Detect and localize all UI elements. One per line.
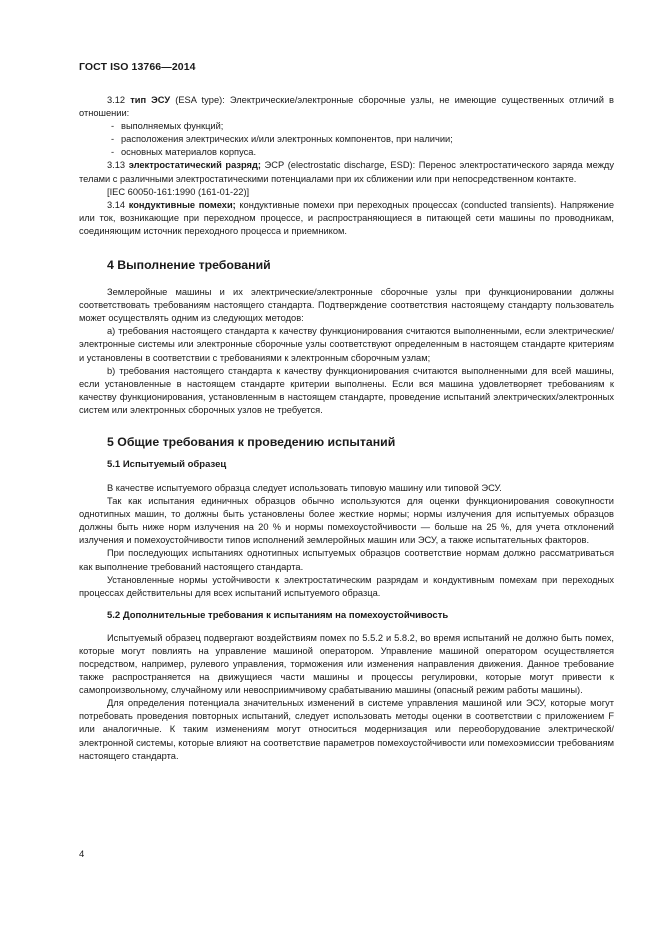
section-4-intro: Землеройные машины и их электрические/электронные сборочные узлы при функционировании должны соответствовать требованиям настоящего стандарта. Подтверждение соответствия настоящему стандарту пользователь может осуществлять одним из следующих методов: [79, 287, 614, 324]
definition-text: кондуктивные помехи при переходных процессах (conducted transients). Напряжение или ток, возникающие при переходном процессе, и распространяющиеся в питающей сети машины по проводникам, соединяющим источник переходного процесса и приемником. [79, 199, 614, 236]
list-item: - выполняемых функций; [107, 120, 614, 133]
paragraph: Установленные нормы устойчивости к электростатическим разрядам и кондуктивным помехам при переходных процессах действительны для всех испытаний испытуемого образца. [79, 574, 614, 598]
section-4-item-b: b) требования настоящего стандарта к качеству функционирования считаются выполненными для всей машины, если установленные в настоящем стандарте критерии выполнены. Если вся машина удовлетворяет требованиям к качеству функционирования, установленным в настоящем стандарте, проведение испытаний электрических/электронных систем или электронных сборочных узлов не требуется. [79, 365, 614, 415]
definition-number: 3.13 [107, 160, 126, 171]
definition-number: 3.14 [107, 199, 126, 210]
definition-number: 3.12 [107, 95, 126, 105]
definition-text: ЭСР (electrostatic discharge, ESD): Перенос электростатического заряда между телами с различными электростатическими потенциалами при их сближении или при непосредственном контакте. [79, 160, 614, 184]
definition-3-14 [79, 199, 614, 238]
document-header: ГОСТ ISO 13766—2014 [79, 61, 196, 73]
document-body [79, 94, 614, 763]
paragraph: Для определения потенциала значительных изменений в системе управления машиной или ЭСУ, которые могут потребовать проведения повторных испытаний, следует использовать методы оценки в соответствии с приложением F или аналогичные. К таким изменениям могут относиться модернизация или переоборудование электрической/электронной системы, которые влияют на соответствие параметров помехоустойчивости или помехоэмиссии требованиям настоящего стандарта. [79, 698, 614, 761]
section-4-title: 4 Выполнение требований [107, 258, 271, 273]
subsection-5-1-title: 5.1 Испытуемый образец [107, 458, 227, 470]
definition-term: электростатический разряд; [128, 160, 261, 171]
definition-3-12-list [79, 120, 614, 159]
definition-text: (ESA type): Электрические/электронные сборочные узлы, не имеющие существенных отличий в отношении: [79, 95, 614, 119]
definition-reference: [IEC 60050-161:1990 (161-01-22)] [107, 186, 250, 197]
list-item: - основных материалов корпуса. [107, 146, 614, 159]
definition-term: кондуктивные помехи; [128, 199, 236, 210]
section-5-title: 5 Общие требования к проведению испытаний [107, 434, 396, 449]
subsection-5-2-title: 5.2 Дополнительные требования к испытаниям на помехоустойчивость [107, 609, 449, 621]
section-4-item-a: a) требования настоящего стандарта к качеству функционирования считаются выполненными, если электрические/электронные системы или электронные сборочные узлы соответствуют определенным в настоящем стандарте критериям и установлены в соответствии с требованиями к электронным сборочным узлам; [79, 326, 614, 363]
paragraph: Испытуемый образец подвергают воздействиям помех по 5.5.2 и 5.8.2, во время испытаний не должно быть помех, которые могут повлиять на управление машиной оператором. Управление машиной оператором осуществляется посредством, например, рулевого управления, торможения или изменения направления движения. Данное требование также распространяется на движущиеся части машины и процессы регулировки, которые могут привести к самопроизвольному, случайному или невосприимчивому срабатыванию машины (опасный режим работы машины). [79, 632, 614, 696]
list-item: - расположения электрических и/или электронных компонентов, при наличии; [107, 133, 614, 146]
paragraph: В качестве испытуемого образца следует использовать типовую машину или типовой ЭСУ. [107, 482, 502, 493]
paragraph: При последующих испытаниях однотипных испытуемых образцов соответствие нормам должно рассматриваться как выполнение требований настоящего стандарта. [79, 548, 614, 572]
page-number: 4 [79, 849, 85, 860]
definition-term: тип ЭСУ [130, 95, 171, 105]
definition-3-12 [79, 94, 614, 120]
paragraph: Так как испытания единичных образцов обычно используются для оценки функционирования совокупности однотипных машин, то должны быть установлены более жесткие нормы; нормы излучения для испытуемых образцов должны быть ниже норм излучения на 20 % и нормы помехоустойчивости — больше на 25 %, для учета отклонений излучения и помехоустойчивости типов исполнений землеройных машин или ЭСУ, а также испытательных факторов. [79, 496, 614, 546]
definition-3-13 [79, 159, 614, 185]
